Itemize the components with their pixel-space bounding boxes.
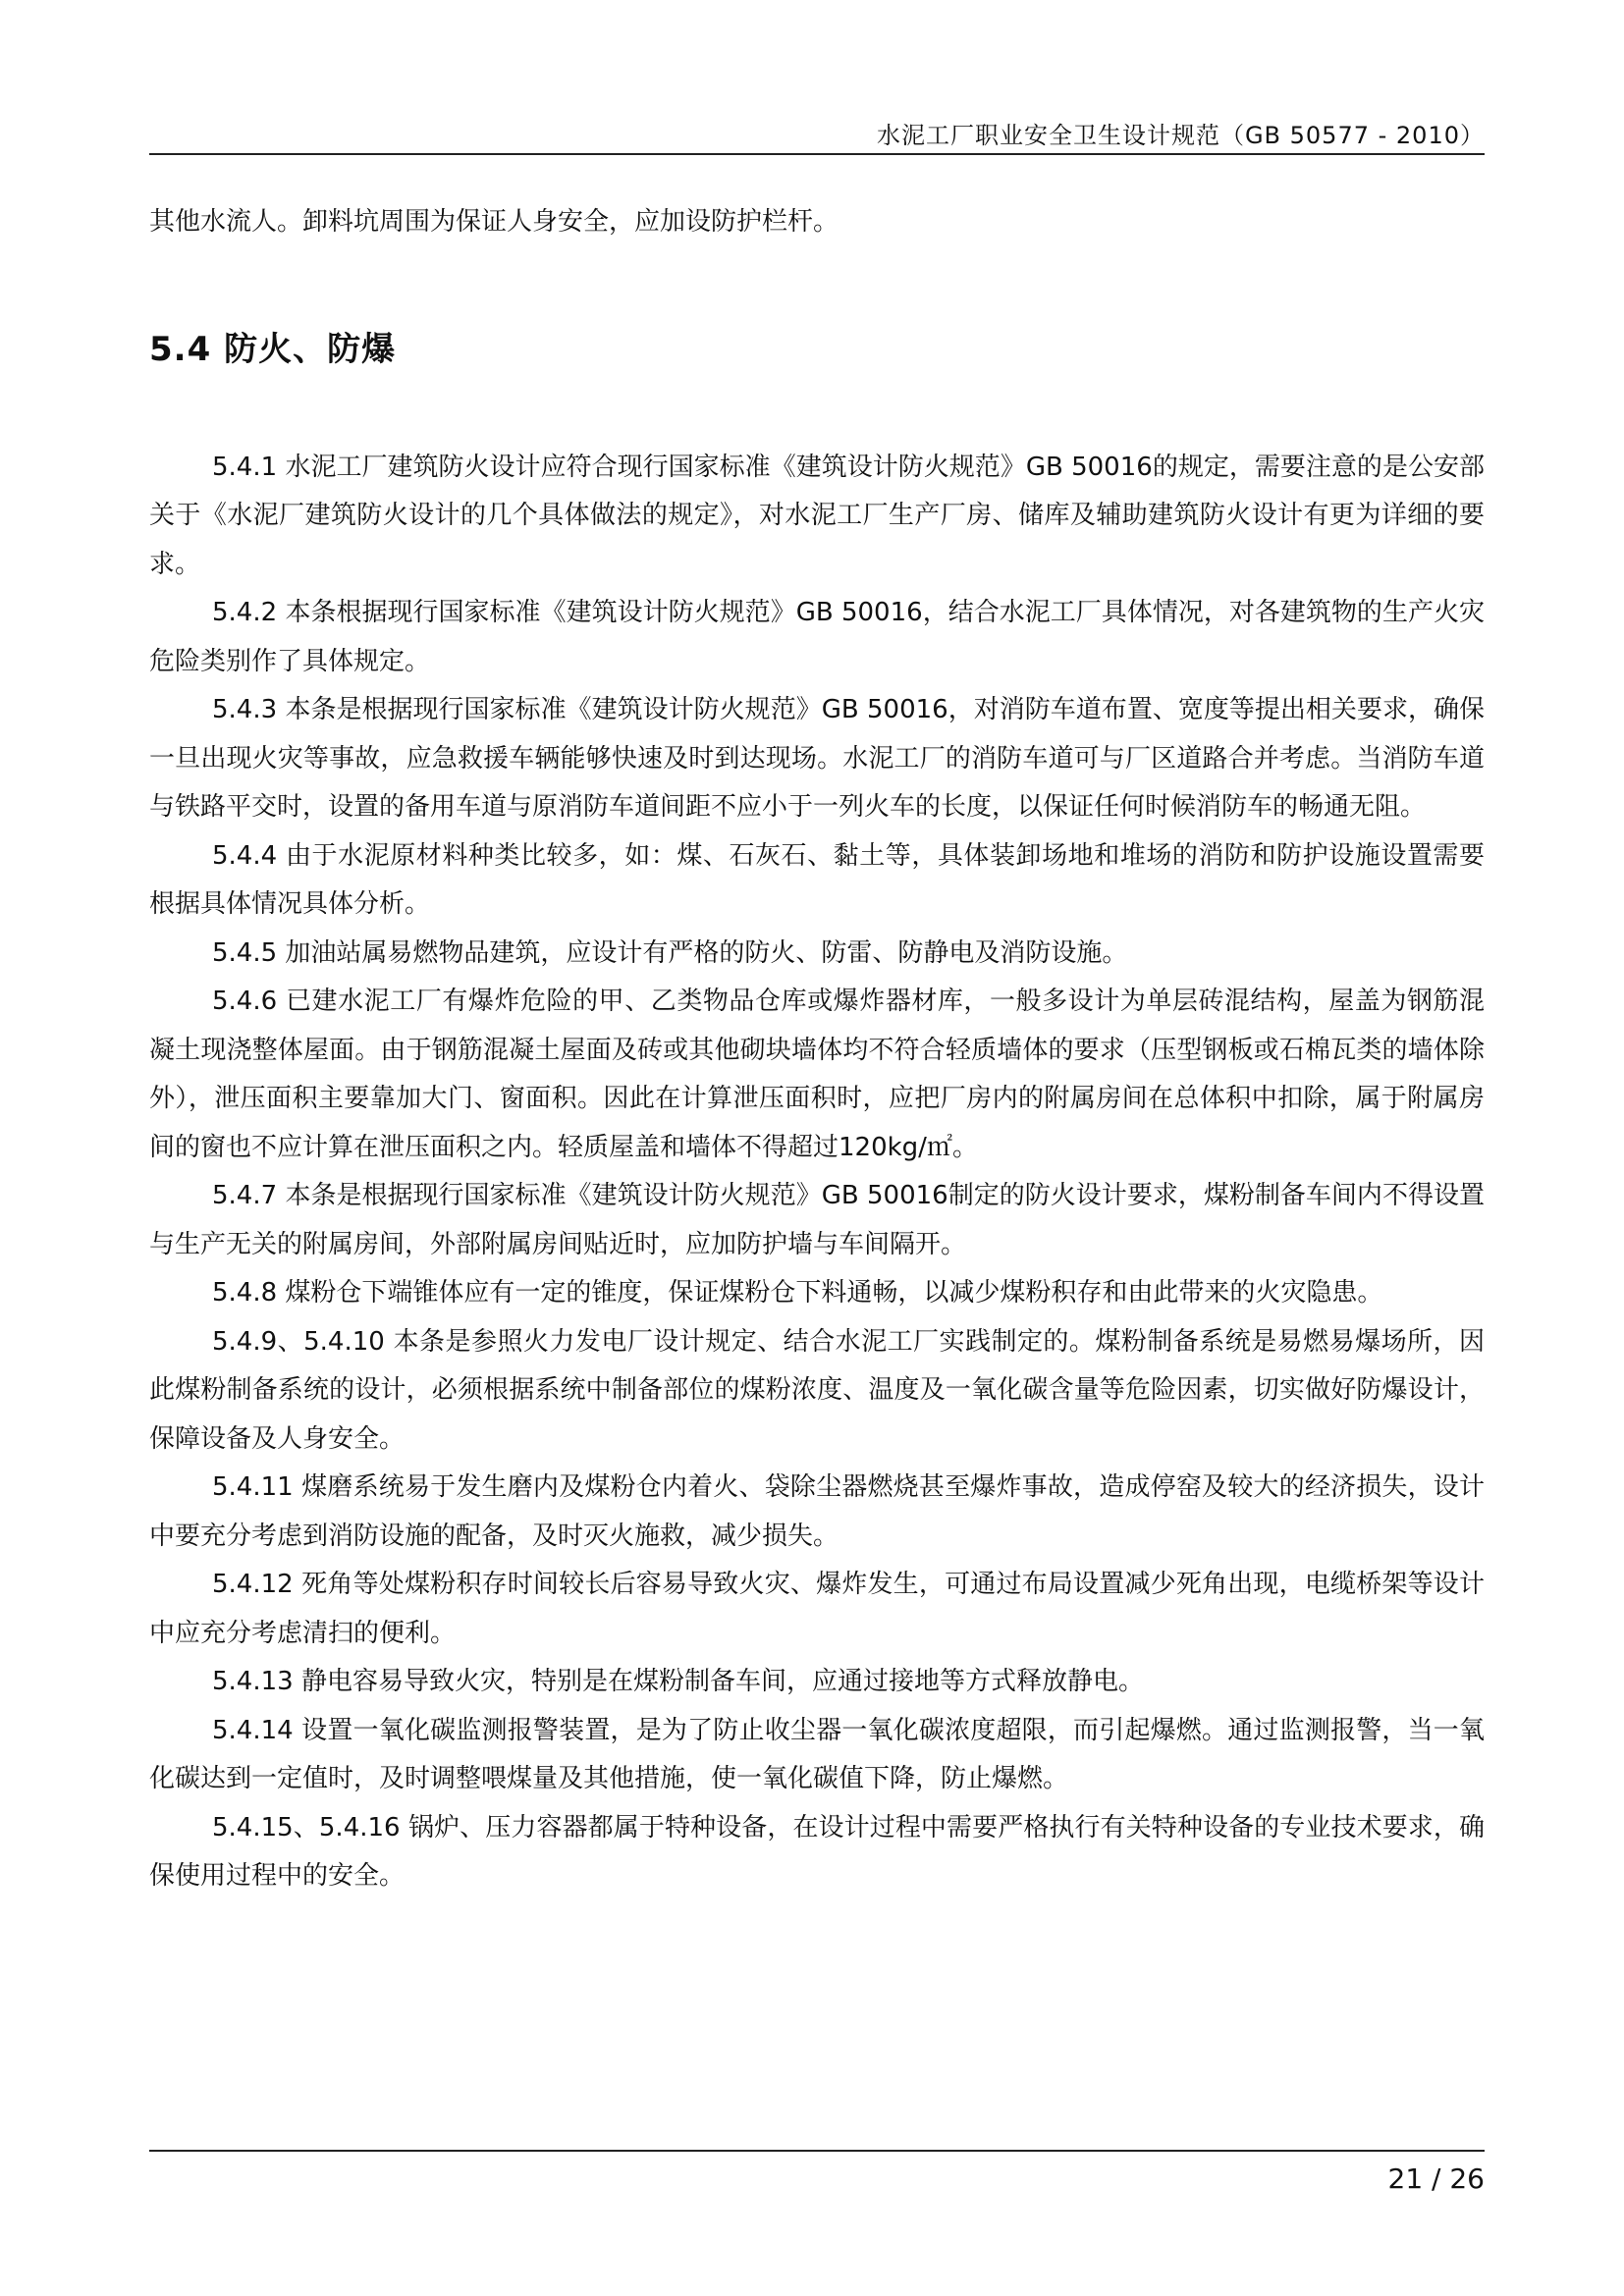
continuation-paragraph: 其他水流人。卸料坑周围为保证人身安全，应加设防护栏杆。 — [149, 207, 839, 237]
clause-text: 静电容易导致火灾，特别是在煤粉制备车间，应通过接地等方式释放静电。 — [300, 1667, 1144, 1696]
clause-5-4-8 — [149, 1269, 1485, 1318]
clause-5-4-2 — [149, 589, 1485, 686]
clause-text: 加油站属易燃物品建筑，应设计有严格的防火、防雷、防静电及消防设施。 — [285, 937, 1128, 968]
clause-text: 本条是根据现行国家标准《建筑设计防火规范》GB 50016制定的防火设计要求，煤粉制备车间内不得设置与生产无关的附属房间，外部附属房间贴近时，应加防护墙与车间隔开。 — [149, 1181, 1485, 1259]
clause-number: 5.4.12 — [212, 1570, 294, 1599]
clause-text: 本条根据现行国家标准《建筑设计防火规范》GB 50016，结合水泥工厂具体情况，对各建筑物的生产火灾危险类别作了具体规定。 — [149, 598, 1485, 676]
clause-5-4-13 — [149, 1658, 1485, 1707]
clause-text: 锅炉、压力容器都属于特种设备，在设计过程中需要严格执行有关特种设备的专业技术要求，确保使用过程中的安全。 — [149, 1812, 1485, 1891]
clause-number: 5.4.7 — [212, 1181, 278, 1210]
clause-number: 5.4.11 — [212, 1472, 294, 1502]
clause-5-4-12 — [149, 1561, 1485, 1658]
clause-5-4-11 — [149, 1464, 1485, 1561]
clause-5-4-4 — [149, 832, 1485, 930]
clause-number: 5.4.1 — [212, 452, 278, 482]
clause-number: 5.4.9、5.4.10 — [212, 1326, 385, 1357]
clause-text: 水泥工厂建筑防火设计应符合现行国家标准《建筑设计防火规范》GB 50016的规定，需要注意的是公安部关于《水泥厂建筑防火设计的几个具体做法的规定》，对水泥工厂生产厂房、储库及辅助建筑防火设计有更为详细的要求。 — [149, 452, 1485, 579]
clause-5-4-15-16 — [149, 1804, 1485, 1901]
clause-5-4-6 — [149, 978, 1485, 1172]
header-rule — [149, 153, 1485, 155]
clause-5-4-5 — [149, 930, 1485, 979]
clause-text: 煤磨系统易于发生磨内及煤粉仓内着火、袋除尘器燃烧甚至爆炸事故，造成停窑及较大的经济损失，设计中要充分考虑到消防设施的配备，及时灭火施救，减少损失。 — [149, 1472, 1485, 1551]
clause-text: 已建水泥工厂有爆炸危险的甲、乙类物品仓库或爆炸器材库，一般多设计为单层砖混结构，屋盖为钢筋混凝土现浇整体屋面。由于钢筋混凝土屋面及砖或其他砌块墙体均不符合轻质墙体的要求（压型钢板或石棉瓦类的墙体除外），泄压面积主要靠加大门、窗面积。因此在计算泄压面积时，应把厂房内的附属房间在总体积中扣除，属于附属房间的窗也不应计算在泄压面积之内。轻质屋盖和墙体不得超过120kg/㎡。 — [149, 987, 1485, 1162]
section-heading: 5.4 防火、防爆 — [149, 329, 397, 369]
clause-text: 本条是根据现行国家标准《建筑设计防火规范》GB 50016，对消防车道布置、宽度等提出相关要求，确保一旦出现火灾等事故，应急救援车辆能够快速及时到达现场。水泥工厂的消防车道可与厂区道路合并考虑。当消防车道与铁路平交时，设置的备用车道与原消防车道间距不应小于一列火车的长度，以保证任何时候消防车的畅通无阻。 — [149, 695, 1485, 822]
clause-5-4-9-10 — [149, 1318, 1485, 1465]
clause-5-4-1 — [149, 444, 1485, 590]
clause-number: 5.4.8 — [212, 1278, 278, 1308]
clause-number: 5.4.13 — [212, 1667, 294, 1696]
clause-number: 5.4.3 — [212, 695, 278, 724]
footer-rule — [149, 2150, 1485, 2152]
clause-5-4-7 — [149, 1172, 1485, 1269]
clause-number: 5.4.2 — [212, 598, 278, 627]
clause-number: 5.4.4 — [212, 840, 278, 871]
clause-text: 设置一氧化碳监测报警装置，是为了防止收尘器一氧化碳浓度超限，而引起爆燃。通过监测报警，当一氧化碳达到一定值时，及时调整喂煤量及其他措施，使一氧化碳值下降，防止爆燃。 — [149, 1715, 1485, 1793]
clause-number: 5.4.5 — [212, 937, 278, 968]
clause-text: 死角等处煤粉积存时间较长后容易导致火灾、爆炸发生，可通过布局设置减少死角出现，电缆桥架等设计中应充分考虑清扫的便利。 — [149, 1570, 1485, 1648]
page-body — [149, 198, 1485, 1901]
clause-text: 由于水泥原材料种类比较多，如：煤、石灰石、黏土等，具体装卸场地和堆场的消防和防护设施设置需要根据具体情况具体分析。 — [149, 840, 1485, 919]
clause-5-4-14 — [149, 1707, 1485, 1804]
clause-text: 本条是参照火力发电厂设计规定、结合水泥工厂实践制定的。煤粉制备系统是易燃易爆场所，因此煤粉制备系统的设计，必须根据系统中制备部位的煤粉浓度、温度及一氧化碳含量等危险因素，切实做好防爆设计，保障设备及人身安全。 — [149, 1326, 1486, 1454]
running-header-title: 水泥工厂职业安全卫生设计规范（GB 50577 - 2010） — [876, 122, 1485, 149]
page-number: 21 / 26 — [1387, 2163, 1485, 2195]
clause-number: 5.4.6 — [212, 987, 278, 1016]
clause-number: 5.4.15、5.4.16 — [212, 1812, 401, 1842]
clause-number: 5.4.14 — [212, 1715, 294, 1745]
clause-text: 煤粉仓下端锥体应有一定的锥度，保证煤粉仓下料通畅，以减少煤粉积存和由此带来的火灾隐患。 — [285, 1278, 1383, 1308]
clause-5-4-3 — [149, 686, 1485, 832]
